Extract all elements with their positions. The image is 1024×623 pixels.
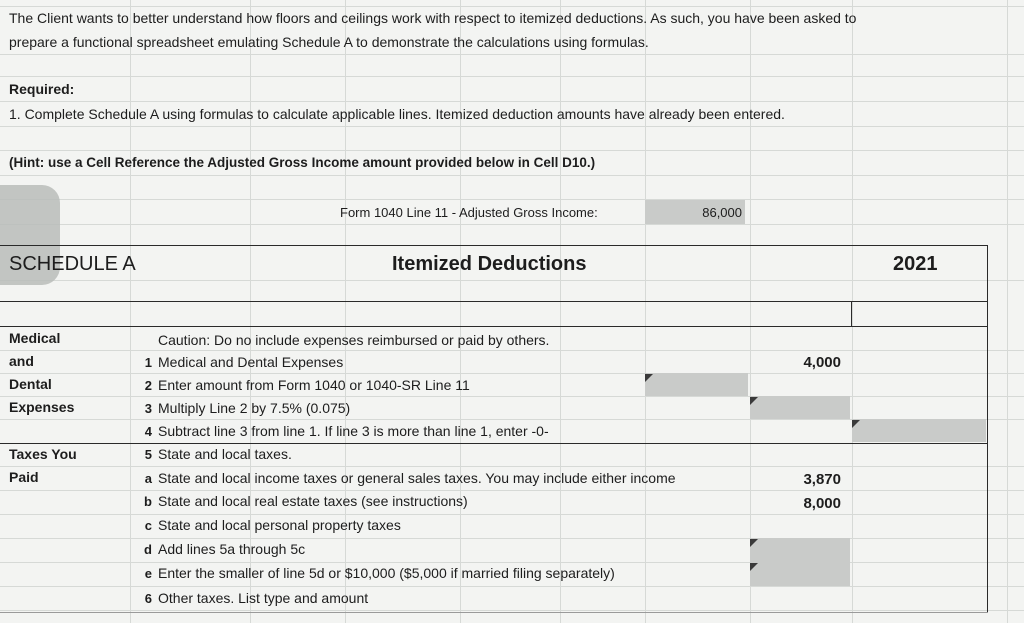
schedule-name: SCHEDULE A [9,253,136,275]
intro-line-2: prepare a functional spreadsheet emulating Schedule A to demonstrate the calculations using formulas. [9,34,649,50]
comment-marker-icon [645,374,653,382]
line-5a-amount[interactable]: 3,870 [803,471,841,488]
line-1-amount[interactable]: 4,000 [803,354,841,371]
line-4-text: Subtract line 3 from line 1. If line 3 is more than line 1, enter -0- [158,423,549,439]
line-5d-text: Add lines 5a through 5c [158,541,306,557]
line-5d-5e-cells[interactable] [750,538,850,586]
line-5e-text: Enter the smaller of line 5d or $10,000 ($5,000 if married filing separately) [158,565,615,581]
line-5c-text: State and local personal property taxes [158,517,401,533]
line-5a-num: a [144,471,152,486]
line-5-num: 5 [144,447,152,462]
line-caution: Caution: Do no include expenses reimbursed or paid by others. [158,332,550,348]
line-4-cell[interactable] [852,419,986,442]
comment-marker-icon [750,563,758,571]
cat-medical-1: Medical [9,330,61,346]
sheet-bottom-edge [0,612,988,613]
schedule-top-border [0,245,988,246]
line-2-cell[interactable] [645,373,748,396]
line-3-cell[interactable] [750,396,850,419]
cat-medical-2: and [9,353,34,369]
intro-line-1: The Client wants to better understand how floors and ceilings work with respect to itemized deductions. As such, you have been asked to [9,10,857,26]
line-5b-num: b [144,494,152,509]
line-5c-num: c [144,518,152,533]
line-5-text: State and local taxes. [158,446,292,462]
cat-medical-4: Expenses [9,399,75,415]
schedule-body-top [0,326,988,327]
cat-taxes-1: Taxes You [9,446,77,462]
line-5b-text: State and local real estate taxes (see instructions) [158,493,468,509]
hint-text: (Hint: use a Cell Reference the Adjusted Gross Income amount provided below in Cell D10.) [9,155,596,170]
agi-label: Form 1040 Line 11 - Adjusted Gross Income: [340,205,598,220]
line-5d-num: d [144,542,152,557]
required-label: Required: [9,81,75,97]
schedule-year: 2021 [893,253,938,275]
line-3-num: 3 [144,401,152,416]
line-5a-text: State and local income taxes or general sales taxes. You may include either income [158,470,676,486]
line-2-num: 2 [144,378,152,393]
line-1-text: Medical and Dental Expenses [158,354,344,370]
line-5e-num: e [144,566,152,581]
line-5b-amount[interactable]: 8,000 [803,495,841,512]
line-4-num: 4 [144,424,152,439]
comment-marker-icon [852,420,860,428]
cat-medical-3: Dental [9,376,52,392]
cat-taxes-2: Paid [9,469,39,485]
line-3-text: Multiply Line 2 by 7.5% (0.075) [158,400,351,416]
schedule-title: Itemized Deductions [392,253,587,275]
section-divider [0,443,988,444]
comment-marker-icon [750,539,758,547]
schedule-col-divider [851,302,852,326]
line-2-text: Enter amount from Form 1040 or 1040-SR Line 11 [158,377,470,393]
line-6-num: 6 [144,591,152,606]
comment-marker-icon [750,397,758,405]
line-1-num: 1 [144,355,152,370]
schedule-header-divider [0,301,988,302]
agi-value: 86,000 [702,205,742,220]
required-step-1: 1. Complete Schedule A using formulas to calculate applicable lines. Itemized deduction amounts have already been entered. [9,106,785,122]
line-6-text: Other taxes. List type and amount [158,590,369,606]
